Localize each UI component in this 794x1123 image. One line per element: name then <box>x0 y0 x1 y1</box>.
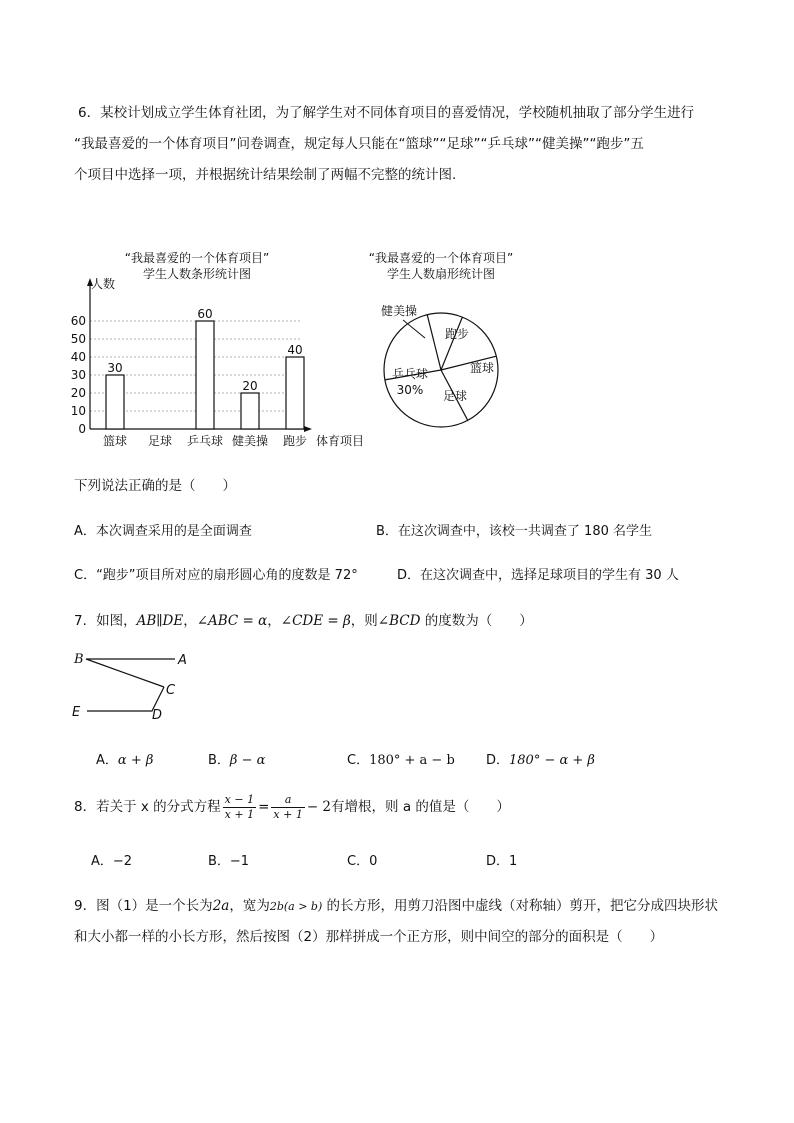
pie-label-pingpang: 乒乓球 <box>391 367 429 381</box>
bar-value-label: 30 <box>107 361 123 375</box>
q7-angle-bcd: ∠BCD <box>377 613 421 629</box>
bar-x-axis-arrow <box>304 426 312 432</box>
q8-minus-two: − 2 <box>306 799 332 815</box>
q8-option-c[interactable]: C．0 <box>347 854 378 869</box>
q7-angle-cde: ∠CDE = β <box>280 613 351 629</box>
bar-2 <box>196 321 214 429</box>
q7-stem <box>74 609 533 629</box>
bar-ytick-label: 30 <box>70 368 86 382</box>
q7-point-b: B <box>74 652 84 667</box>
q7-line-ba-bc <box>86 659 175 687</box>
q8-option-d[interactable]: D．1 <box>486 854 518 869</box>
pie-label-zuqiu: 足球 <box>442 389 468 403</box>
q7-option-b-key: B． <box>208 753 230 768</box>
q9-part-2: ，宽为 <box>229 898 270 914</box>
q6-line-3: 个项目中选择一项，并根据统计结果绘制了两幅不完整的统计图. <box>74 167 457 183</box>
pie-label-jianmeicao: 健美操 <box>380 304 418 318</box>
q6-line-2: “我最喜爱的一个体育项目”问卷调查，规定每人只能在“篮球”“足球”“乒乓球”“健美操”“跑步”五 <box>74 136 644 152</box>
q6-option-a[interactable]: A．本次调查采用的是全面调查 <box>74 524 252 539</box>
q6-option-b[interactable]: B．在这次调查中，该校一共调查了 180 名学生 <box>376 524 652 539</box>
q7-option-b[interactable] <box>208 749 265 768</box>
bar-category-label: 足球 <box>147 434 173 448</box>
q8-frac1-num: x − 1 <box>224 792 255 806</box>
q7-option-b-text: β − α <box>229 753 266 768</box>
q8-stem <box>74 790 510 824</box>
bar-0 <box>106 375 124 429</box>
q7-stem-prefix: 7．如图， <box>74 613 137 629</box>
q7-point-c: C <box>166 683 176 698</box>
charts-figure <box>0 240 794 455</box>
q8-frac2-num: a <box>271 793 304 808</box>
bar-4 <box>286 357 304 429</box>
bar-value-label: 60 <box>197 307 213 321</box>
bar-category-label: 健美操 <box>231 434 269 448</box>
q7-stem-suffix: 的度数为（ ） <box>420 613 533 629</box>
q8-prefix: 8．若关于 x 的分式方程 <box>74 799 221 815</box>
bar-ytick-label: 50 <box>70 332 86 346</box>
bar-ytick-label: 10 <box>70 404 86 418</box>
q8-fraction-left <box>223 793 256 822</box>
bar-y-axis-label: 人数 <box>91 277 116 291</box>
q9-length: 2a <box>212 898 230 914</box>
bar-category-label: 乒乓球 <box>186 434 224 448</box>
q7-option-c[interactable] <box>347 749 455 768</box>
q9-part-3: 的长方形，用剪刀沿图中虚线（对称轴）剪开，把它分成四块形状 <box>322 898 719 914</box>
pie-chart-title: “我最喜爱的一个体育项目” <box>368 251 514 265</box>
q7-angle-abc: ∠ABC = α <box>196 613 268 629</box>
q7-point-a: A <box>178 653 187 668</box>
q8-fraction-right <box>271 793 304 822</box>
q7-parallel: AB∥DE <box>136 613 184 629</box>
q8-frac1-den: x + 1 <box>224 807 255 821</box>
bar-3 <box>241 393 259 429</box>
bar-ytick-label: 20 <box>70 386 86 400</box>
bar-value-label: 40 <box>287 343 303 357</box>
bar-ytick-label: 60 <box>70 314 86 328</box>
q7-sep-1: ， <box>183 613 197 629</box>
q8-option-a[interactable]: A．−2 <box>91 854 133 869</box>
q7-option-c-text: 180° + a − b <box>369 753 455 768</box>
bar-value-label: 20 <box>242 379 258 393</box>
q7-stem-mid: ，则 <box>350 613 378 629</box>
q9-line-2: 和大小都一样的小长方形，然后按图（2）那样拼成一个正方形，则中间空的部分的面积是（ ） <box>74 929 664 945</box>
q8-suffix: 有增根，则 a 的值是（ ） <box>331 799 510 815</box>
bar-chart-title: “我最喜爱的一个体育项目” <box>124 251 270 265</box>
q9-width: 2b(a > b) <box>269 900 323 913</box>
q9-line-1 <box>74 894 718 914</box>
q8-frac2-den: x + 1 <box>273 807 303 821</box>
q7-geometry-figure <box>60 645 210 725</box>
pie-label-pingpang-percent: 30% <box>396 383 424 397</box>
q6-question: 下列说法正确的是（ ） <box>74 478 236 494</box>
pie-chart-subtitle: 学生人数扇形统计图 <box>386 267 496 281</box>
q7-point-d: D <box>152 708 163 723</box>
q7-option-d[interactable] <box>486 749 595 768</box>
q7-point-e: E <box>72 705 81 720</box>
bar-x-axis-label: 体育项目 <box>316 434 365 448</box>
bar-chart-subtitle: 学生人数条形统计图 <box>142 267 252 281</box>
q8-option-b[interactable]: B．−1 <box>208 854 250 869</box>
q7-option-c-key: C． <box>347 753 370 768</box>
q7-option-a-text: α + β <box>117 753 154 768</box>
bar-ytick-label: 40 <box>70 350 86 364</box>
q6-line-1: 6．某校计划成立学生体育社团，为了解学生对不同体育项目的喜爱情况，学校随机抽取了部分学生进行 <box>78 105 695 121</box>
bar-category-label: 篮球 <box>102 434 128 448</box>
q7-option-d-key: D． <box>486 753 510 768</box>
pie-label-lanqiu: 篮球 <box>469 361 495 375</box>
q7-sep-2: ， <box>267 613 281 629</box>
bar-ytick-label: 0 <box>78 422 86 436</box>
q7-option-d-text: 180° − α + β <box>509 753 595 768</box>
q7-option-a[interactable] <box>96 749 153 768</box>
bar-category-label: 跑步 <box>282 434 308 448</box>
q7-option-a-key: A． <box>96 753 118 768</box>
pie-label-paobu: 跑步 <box>444 327 470 341</box>
q6-option-c[interactable]: C．“跑步”项目所对应的扇形圆心角的度数是 72° <box>74 568 358 583</box>
q9-part-1: 9．图（1）是一个长为 <box>74 898 213 914</box>
q8-equals: = <box>258 799 270 815</box>
q6-option-d[interactable]: D．在这次调查中，选择足球项目的学生有 30 人 <box>397 568 679 583</box>
